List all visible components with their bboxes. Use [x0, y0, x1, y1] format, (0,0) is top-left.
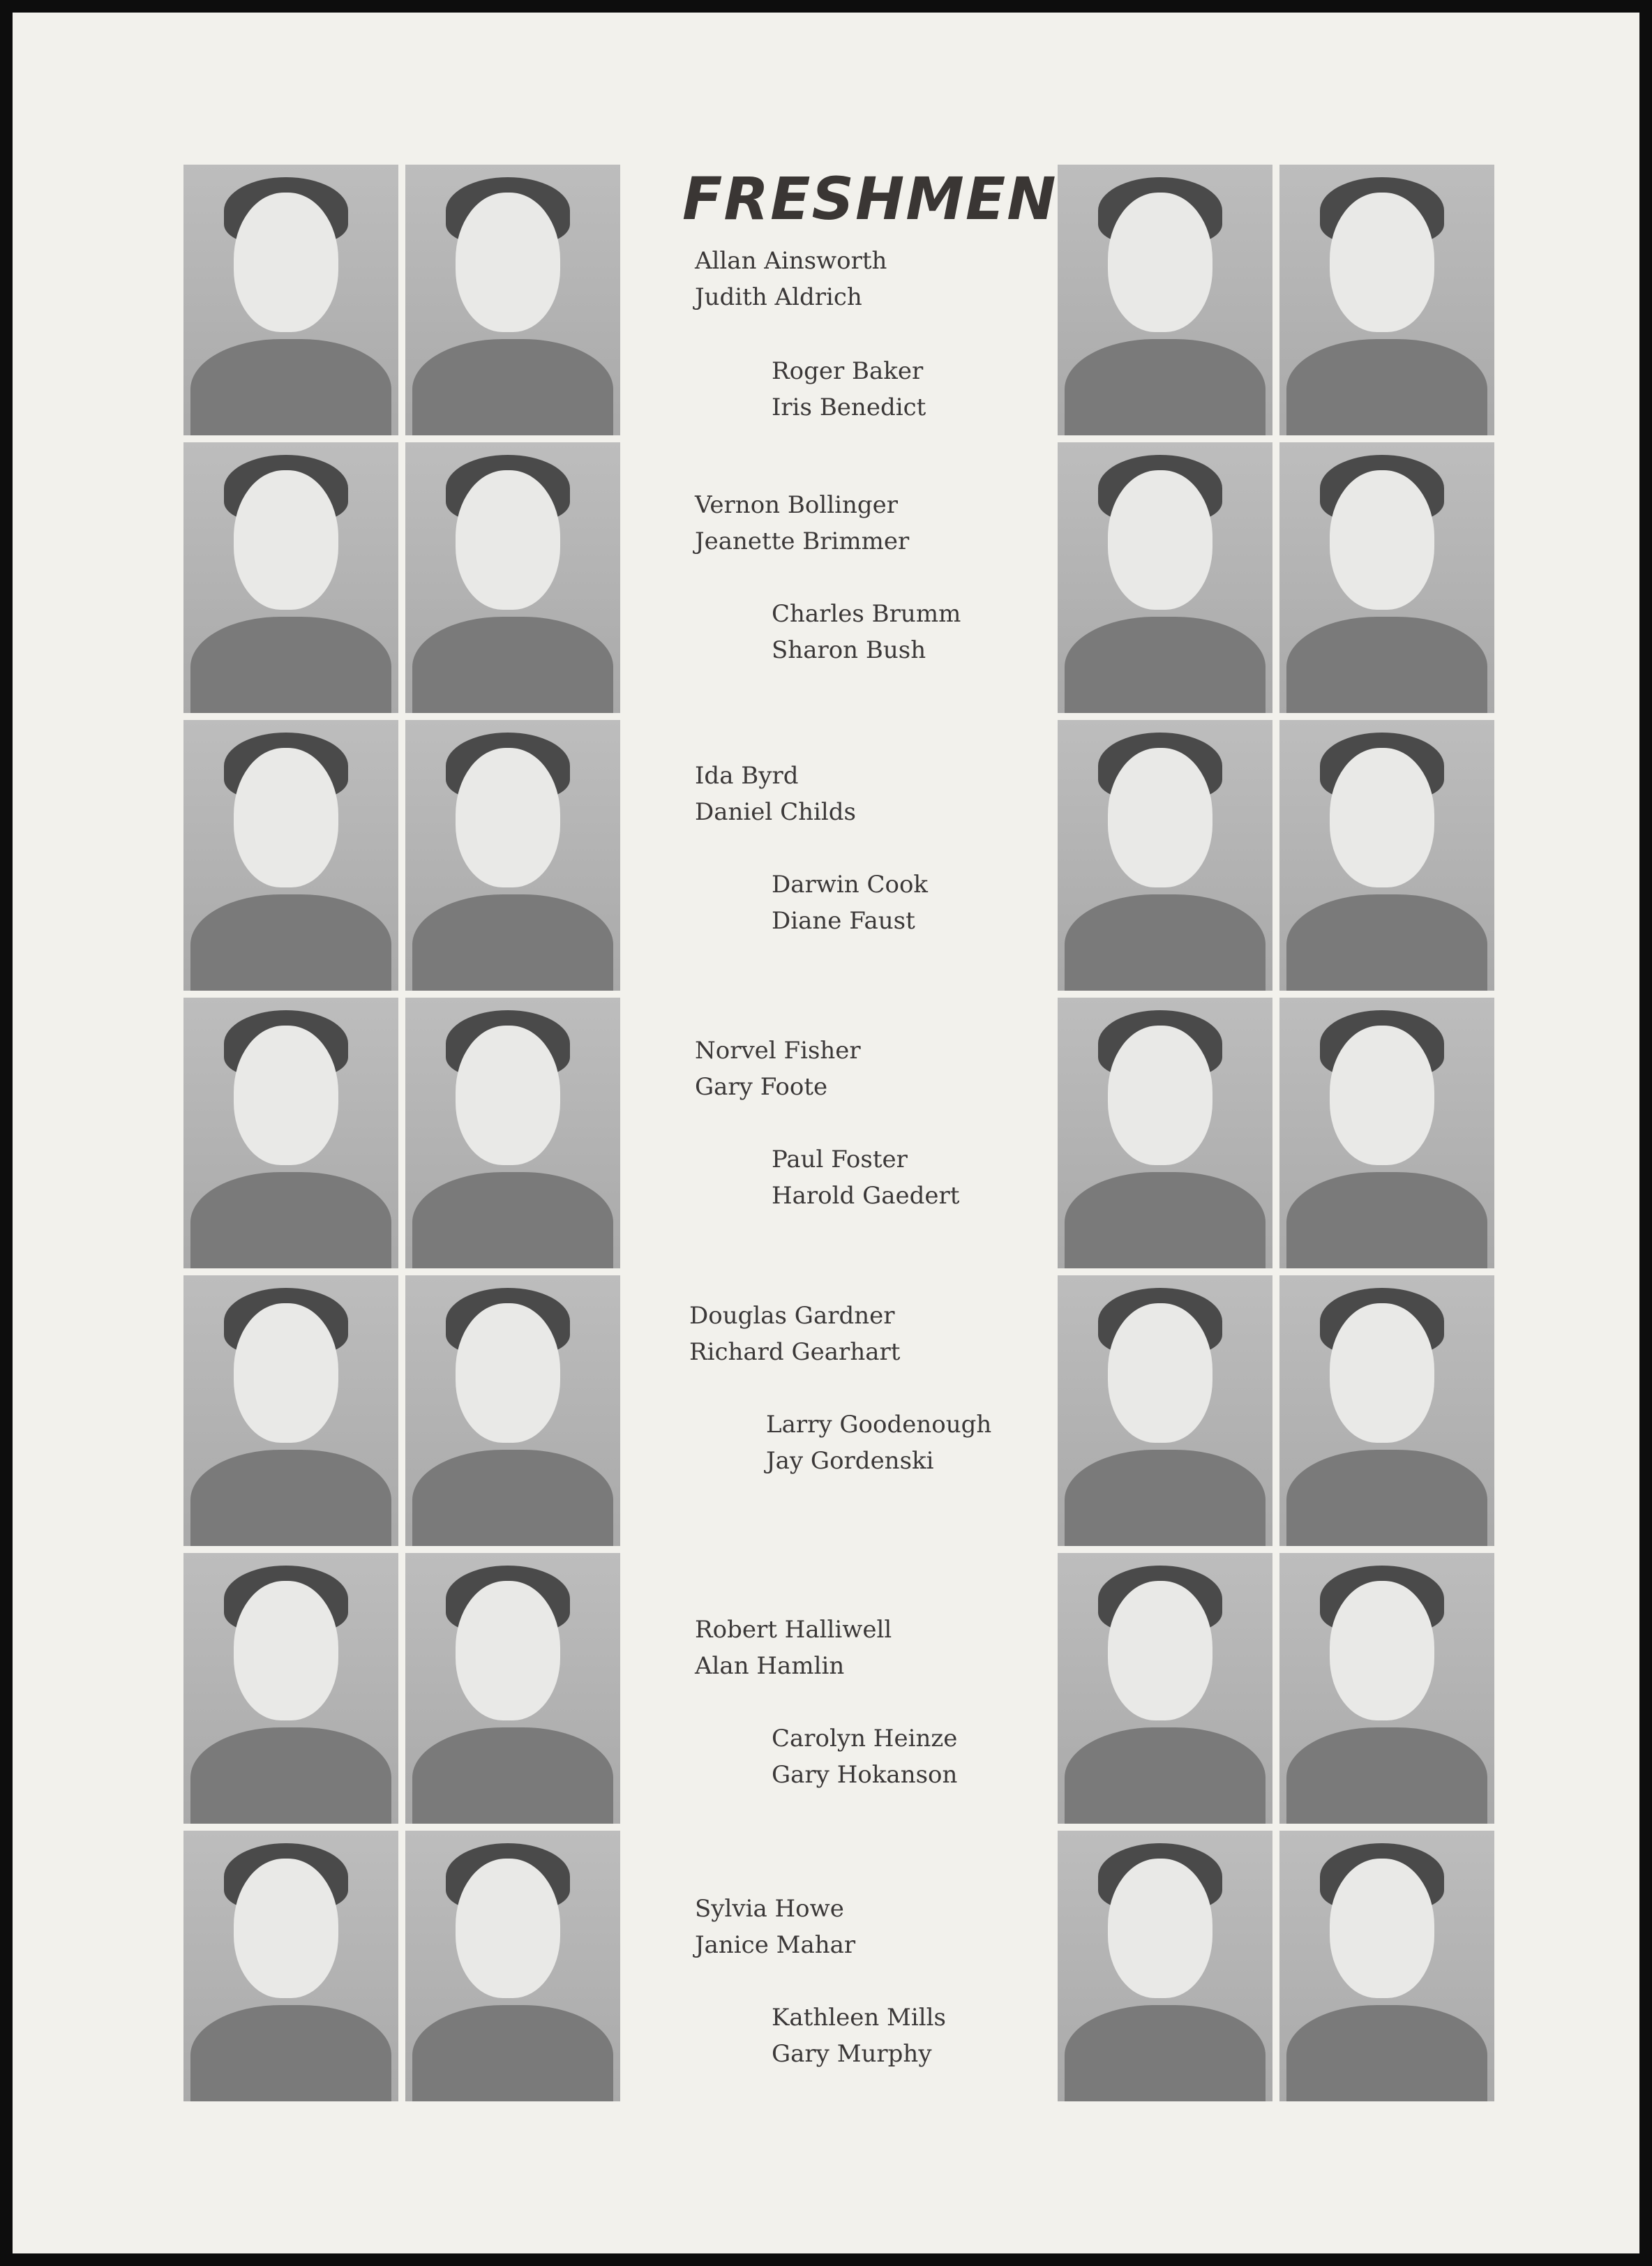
portrait-daniel-childs [405, 720, 620, 991]
portrait-larry-goodenough [1058, 1275, 1272, 1546]
name-label: Iris Benedict [772, 393, 926, 421]
portrait-judith-aldrich [405, 165, 620, 435]
name-label: Douglas Gardner [689, 1302, 895, 1330]
portrait-darwin-cook [1058, 720, 1272, 991]
name-label: Richard Gearhart [689, 1338, 901, 1366]
name-label: Sylvia Howe [695, 1895, 844, 1923]
name-label: Jay Gordenski [766, 1447, 934, 1475]
name-label: Vernon Bollinger [695, 491, 898, 519]
portrait-gary-murphy [1279, 1831, 1494, 2101]
portrait-norvel-fisher [183, 998, 398, 1268]
name-label: Janice Mahar [695, 1931, 856, 1959]
portrait-robert-halliwell [183, 1553, 398, 1824]
portrait-harold-gaedert [1279, 998, 1494, 1268]
name-label: Charles Brumm [772, 600, 961, 628]
portrait-sharon-bush [1279, 442, 1494, 713]
portrait-carolyn-heinze [1058, 1553, 1272, 1824]
yearbook-page [13, 13, 1639, 2253]
name-label: Diane Faust [772, 907, 915, 935]
portrait-vernon-bollinger [183, 442, 398, 713]
name-label: Ida Byrd [695, 762, 799, 790]
name-label: Larry Goodenough [766, 1411, 992, 1439]
name-label: Robert Halliwell [695, 1616, 892, 1644]
name-label: Daniel Childs [695, 798, 856, 826]
name-label: Judith Aldrich [695, 283, 862, 311]
portrait-allan-ainsworth [183, 165, 398, 435]
portrait-iris-benedict [1279, 165, 1494, 435]
portrait-kathleen-mills [1058, 1831, 1272, 2101]
portrait-richard-gearhart [405, 1275, 620, 1546]
name-label: Darwin Cook [772, 871, 929, 899]
name-label: Paul Foster [772, 1146, 908, 1173]
name-label: Kathleen Mills [772, 2004, 946, 2032]
name-label: Harold Gaedert [772, 1182, 960, 1210]
name-label: Sharon Bush [772, 636, 926, 664]
portrait-paul-foster [1058, 998, 1272, 1268]
portrait-diane-faust [1279, 720, 1494, 991]
name-label: Allan Ainsworth [695, 247, 887, 275]
name-label: Carolyn Heinze [772, 1725, 958, 1753]
portrait-alan-hamlin [405, 1553, 620, 1824]
portrait-gary-hokanson [1279, 1553, 1494, 1824]
portrait-sylvia-howe [183, 1831, 398, 2101]
portrait-roger-baker [1058, 165, 1272, 435]
page-title: FRESHMEN [682, 165, 1058, 233]
name-label: Gary Murphy [772, 2040, 932, 2068]
name-label: Gary Hokanson [772, 1761, 958, 1789]
name-label: Jeanette Brimmer [695, 527, 910, 555]
name-label: Norvel Fisher [695, 1037, 861, 1065]
portrait-jeanette-brimmer [405, 442, 620, 713]
name-label: Alan Hamlin [695, 1652, 845, 1680]
portrait-gary-foote [405, 998, 620, 1268]
portrait-ida-byrd [183, 720, 398, 991]
name-label: Gary Foote [695, 1073, 828, 1101]
portrait-charles-brumm [1058, 442, 1272, 713]
portrait-jay-gordenski [1279, 1275, 1494, 1546]
name-label: Roger Baker [772, 357, 924, 385]
portrait-douglas-gardner [183, 1275, 398, 1546]
portrait-janice-mahar [405, 1831, 620, 2101]
